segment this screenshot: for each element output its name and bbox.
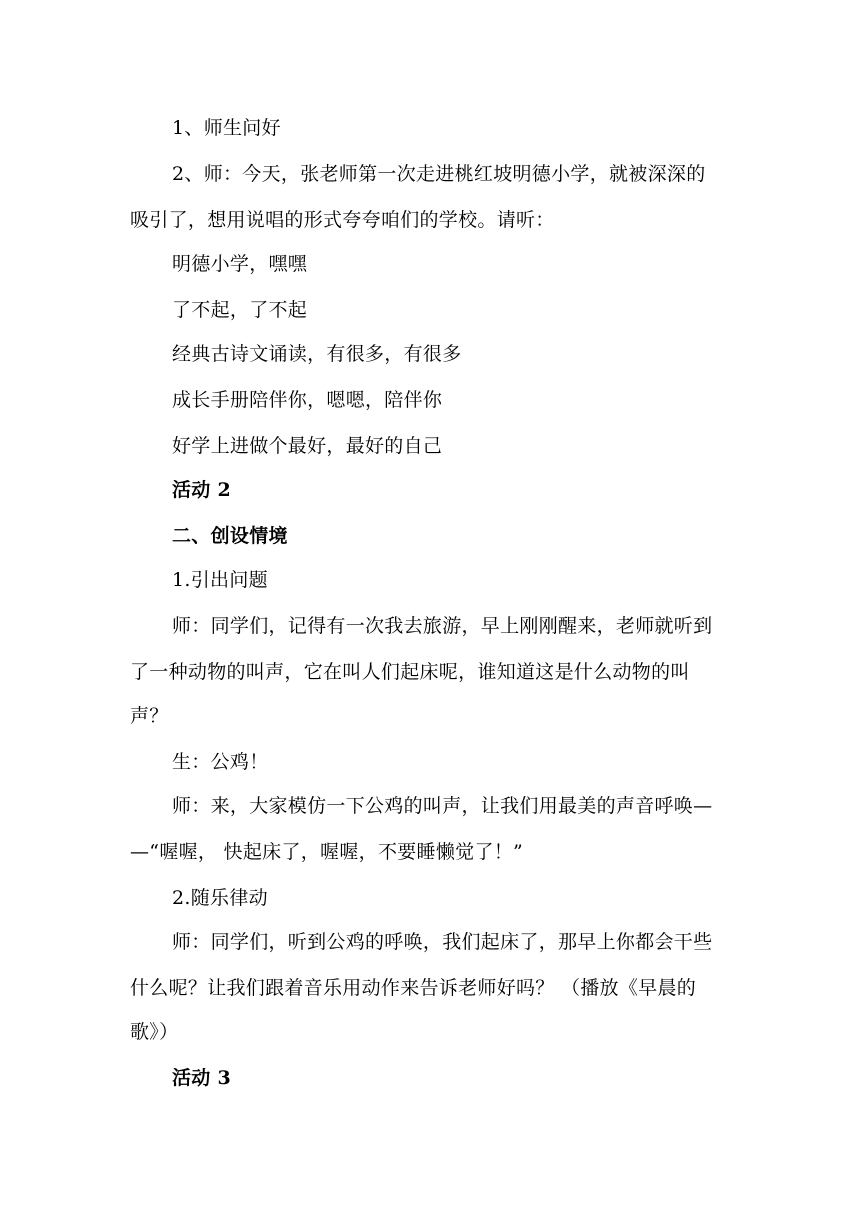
paragraph-line: 歌》）	[130, 1021, 179, 1043]
paragraph-line: 吸引了，想用说唱的形式夸夸咱们的学校。请听：	[130, 209, 555, 231]
paragraph-line: —“喔喔， 快起床了，喔喔，不要睡懒觉了！”	[130, 841, 524, 863]
activity-heading: 活动 2	[172, 479, 232, 501]
paragraph-line: 师：同学们，记得有一次我去旅游，早上刚刚醒来，老师就听到	[172, 615, 713, 637]
paragraph-line: 2、师：今天，张老师第一次走进桃红坡明德小学，就被深深的	[172, 163, 706, 185]
rap-line: 了不起，了不起	[172, 299, 308, 321]
rap-line: 经典古诗文诵读，有很多，有很多	[172, 343, 462, 365]
greeting-line: 1、师生问好	[172, 117, 281, 139]
paragraph-line: 师：同学们，听到公鸡的呼唤，我们起床了，那早上你都会干些	[172, 931, 713, 953]
paragraph-line: 声？	[130, 705, 169, 727]
paragraph-line: 师：来，大家模仿一下公鸡的叫声，让我们用最美的声音呼唤—	[172, 795, 713, 817]
rap-line: 好学上进做个最好，最好的自己	[172, 435, 443, 457]
section-heading: 二、创设情境	[172, 525, 288, 547]
subsection-heading: 2.随乐律动	[172, 887, 268, 909]
rap-line: 明德小学，嘿嘿	[172, 253, 308, 275]
dialogue-line: 生：公鸡！	[172, 751, 269, 773]
subsection-heading: 1.引出问题	[172, 569, 268, 591]
activity-heading: 活动 3	[172, 1067, 232, 1089]
paragraph-line: 什么呢？让我们跟着音乐用动作来告诉老师好吗？ （播放《早晨的	[130, 977, 697, 999]
rap-line: 成长手册陪伴你，嗯嗯，陪伴你	[172, 389, 443, 411]
paragraph-line: 了一种动物的叫声，它在叫人们起床呢，谁知道这是什么动物的叫	[130, 661, 690, 683]
